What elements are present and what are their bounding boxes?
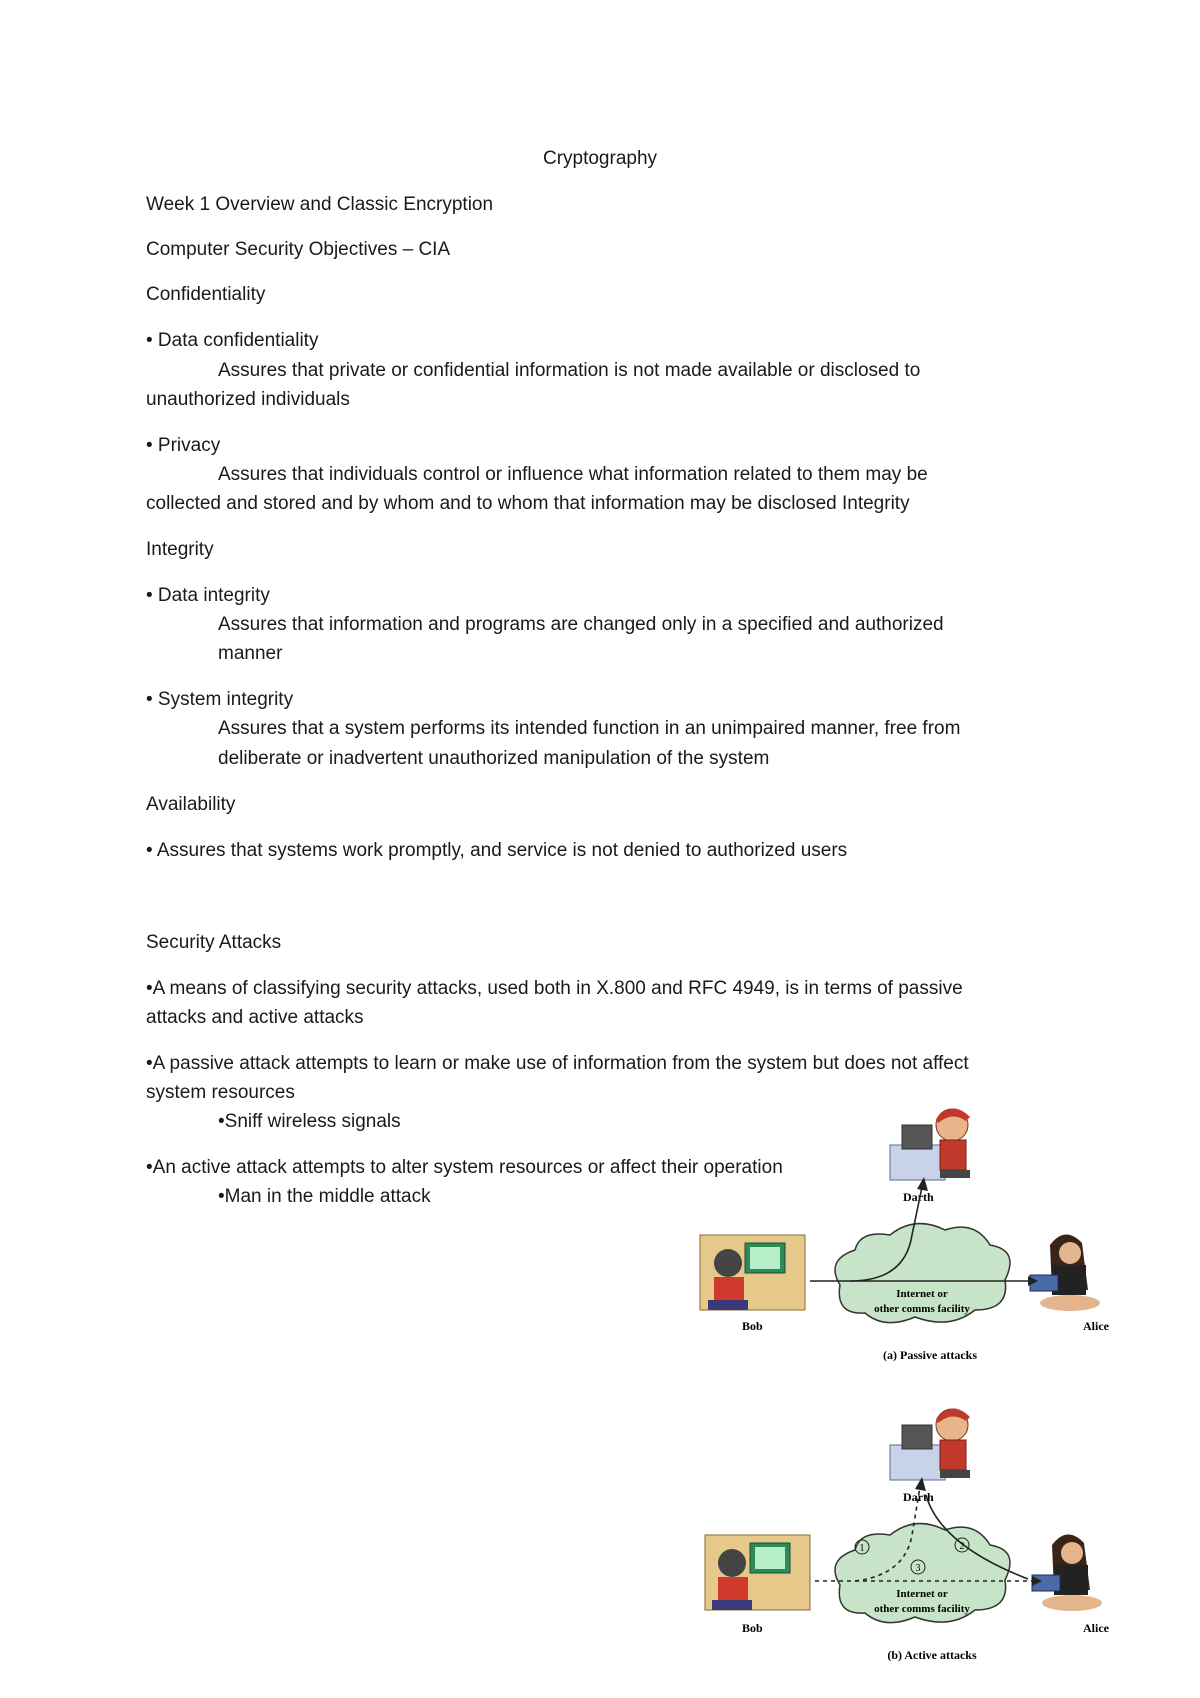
system-integrity-bullet: • System integrity bbox=[146, 689, 294, 710]
system-integrity-desc-cont: deliberate or inadvertent unauthorized manipulation of the system bbox=[218, 748, 770, 769]
privacy-bullet: • Privacy bbox=[146, 435, 221, 456]
document-title: Cryptography bbox=[542, 148, 658, 169]
attacks-bullet-3: •An active attack attempts to alter system resources or affect their operation bbox=[146, 1157, 783, 1178]
data-integrity-bullet: • Data integrity bbox=[146, 585, 270, 606]
cloud-label-line-1: Internet or bbox=[896, 1588, 948, 1600]
privacy-desc-cont: collected and stored and by whom and to whom that information may be disclosed Integrity bbox=[146, 493, 910, 514]
data-confidentiality-desc-cont: unauthorized individuals bbox=[146, 389, 350, 410]
alice-illustration bbox=[1030, 1234, 1100, 1311]
alice-label: Alice bbox=[1083, 1319, 1109, 1333]
week-heading: Week 1 Overview and Classic Encryption bbox=[146, 194, 494, 215]
attacks-bullet-1-cont: attacks and active attacks bbox=[146, 1007, 364, 1028]
availability-heading: Availability bbox=[146, 794, 236, 815]
confidentiality-heading: Confidentiality bbox=[146, 284, 266, 305]
system-integrity-desc: Assures that a system performs its intended function in an unimpaired manner, free from bbox=[218, 718, 961, 739]
data-integrity-desc-cont: manner bbox=[218, 643, 283, 664]
darth-label: Darth bbox=[903, 1190, 934, 1204]
alice-illustration bbox=[1032, 1534, 1102, 1611]
passive-caption: (a) Passive attacks bbox=[883, 1348, 977, 1362]
privacy-desc: Assures that individuals control or influence what information related to them may be bbox=[218, 464, 928, 485]
attacks-bullet-2: •A passive attack attempts to learn or make use of information from the system but does not affect bbox=[146, 1053, 969, 1074]
step-3-label: 3 bbox=[915, 1563, 921, 1574]
active-attacks-figure bbox=[690, 1385, 1140, 1675]
active-caption: (b) Active attacks bbox=[887, 1648, 977, 1662]
data-confidentiality-desc: Assures that private or confidential information is not made available or disclosed to bbox=[218, 360, 921, 381]
step-2-label: 2 bbox=[959, 1541, 965, 1552]
data-integrity-desc: Assures that information and programs are changed only in a specified and authorized bbox=[218, 614, 944, 635]
cloud-label-line-1: Internet or bbox=[896, 1288, 948, 1300]
bob-label: Bob bbox=[742, 1621, 763, 1635]
cloud-label-line-2: other comms facility bbox=[874, 1303, 970, 1315]
security-attacks-heading: Security Attacks bbox=[146, 932, 282, 953]
integrity-heading: Integrity bbox=[146, 539, 214, 560]
attacks-bullet-2-cont: system resources bbox=[146, 1082, 295, 1103]
cloud-label-line-2: other comms facility bbox=[874, 1603, 970, 1615]
attacks-sub-bullet-sniff: •Sniff wireless signals bbox=[218, 1111, 401, 1132]
passive-attacks-figure bbox=[690, 1085, 1140, 1370]
step-1-label: 1 bbox=[859, 1543, 865, 1554]
attacks-sub-bullet-mitm: •Man in the middle attack bbox=[218, 1186, 431, 1207]
bob-illustration bbox=[705, 1535, 810, 1610]
alice-label: Alice bbox=[1083, 1621, 1109, 1635]
availability-bullet: • Assures that systems work promptly, and service is not denied to authorized users bbox=[146, 840, 848, 861]
bob-label: Bob bbox=[742, 1319, 763, 1333]
darth-illustration bbox=[890, 1408, 970, 1480]
data-confidentiality-bullet: • Data confidentiality bbox=[146, 330, 319, 351]
attacks-bullet-1: •A means of classifying security attacks, used both in X.800 and RFC 4949, is in terms of passive bbox=[146, 978, 963, 999]
bob-illustration bbox=[700, 1235, 805, 1310]
darth-label: Darth bbox=[903, 1490, 934, 1504]
objectives-heading: Computer Security Objectives – CIA bbox=[146, 239, 451, 260]
darth-illustration bbox=[890, 1108, 970, 1180]
